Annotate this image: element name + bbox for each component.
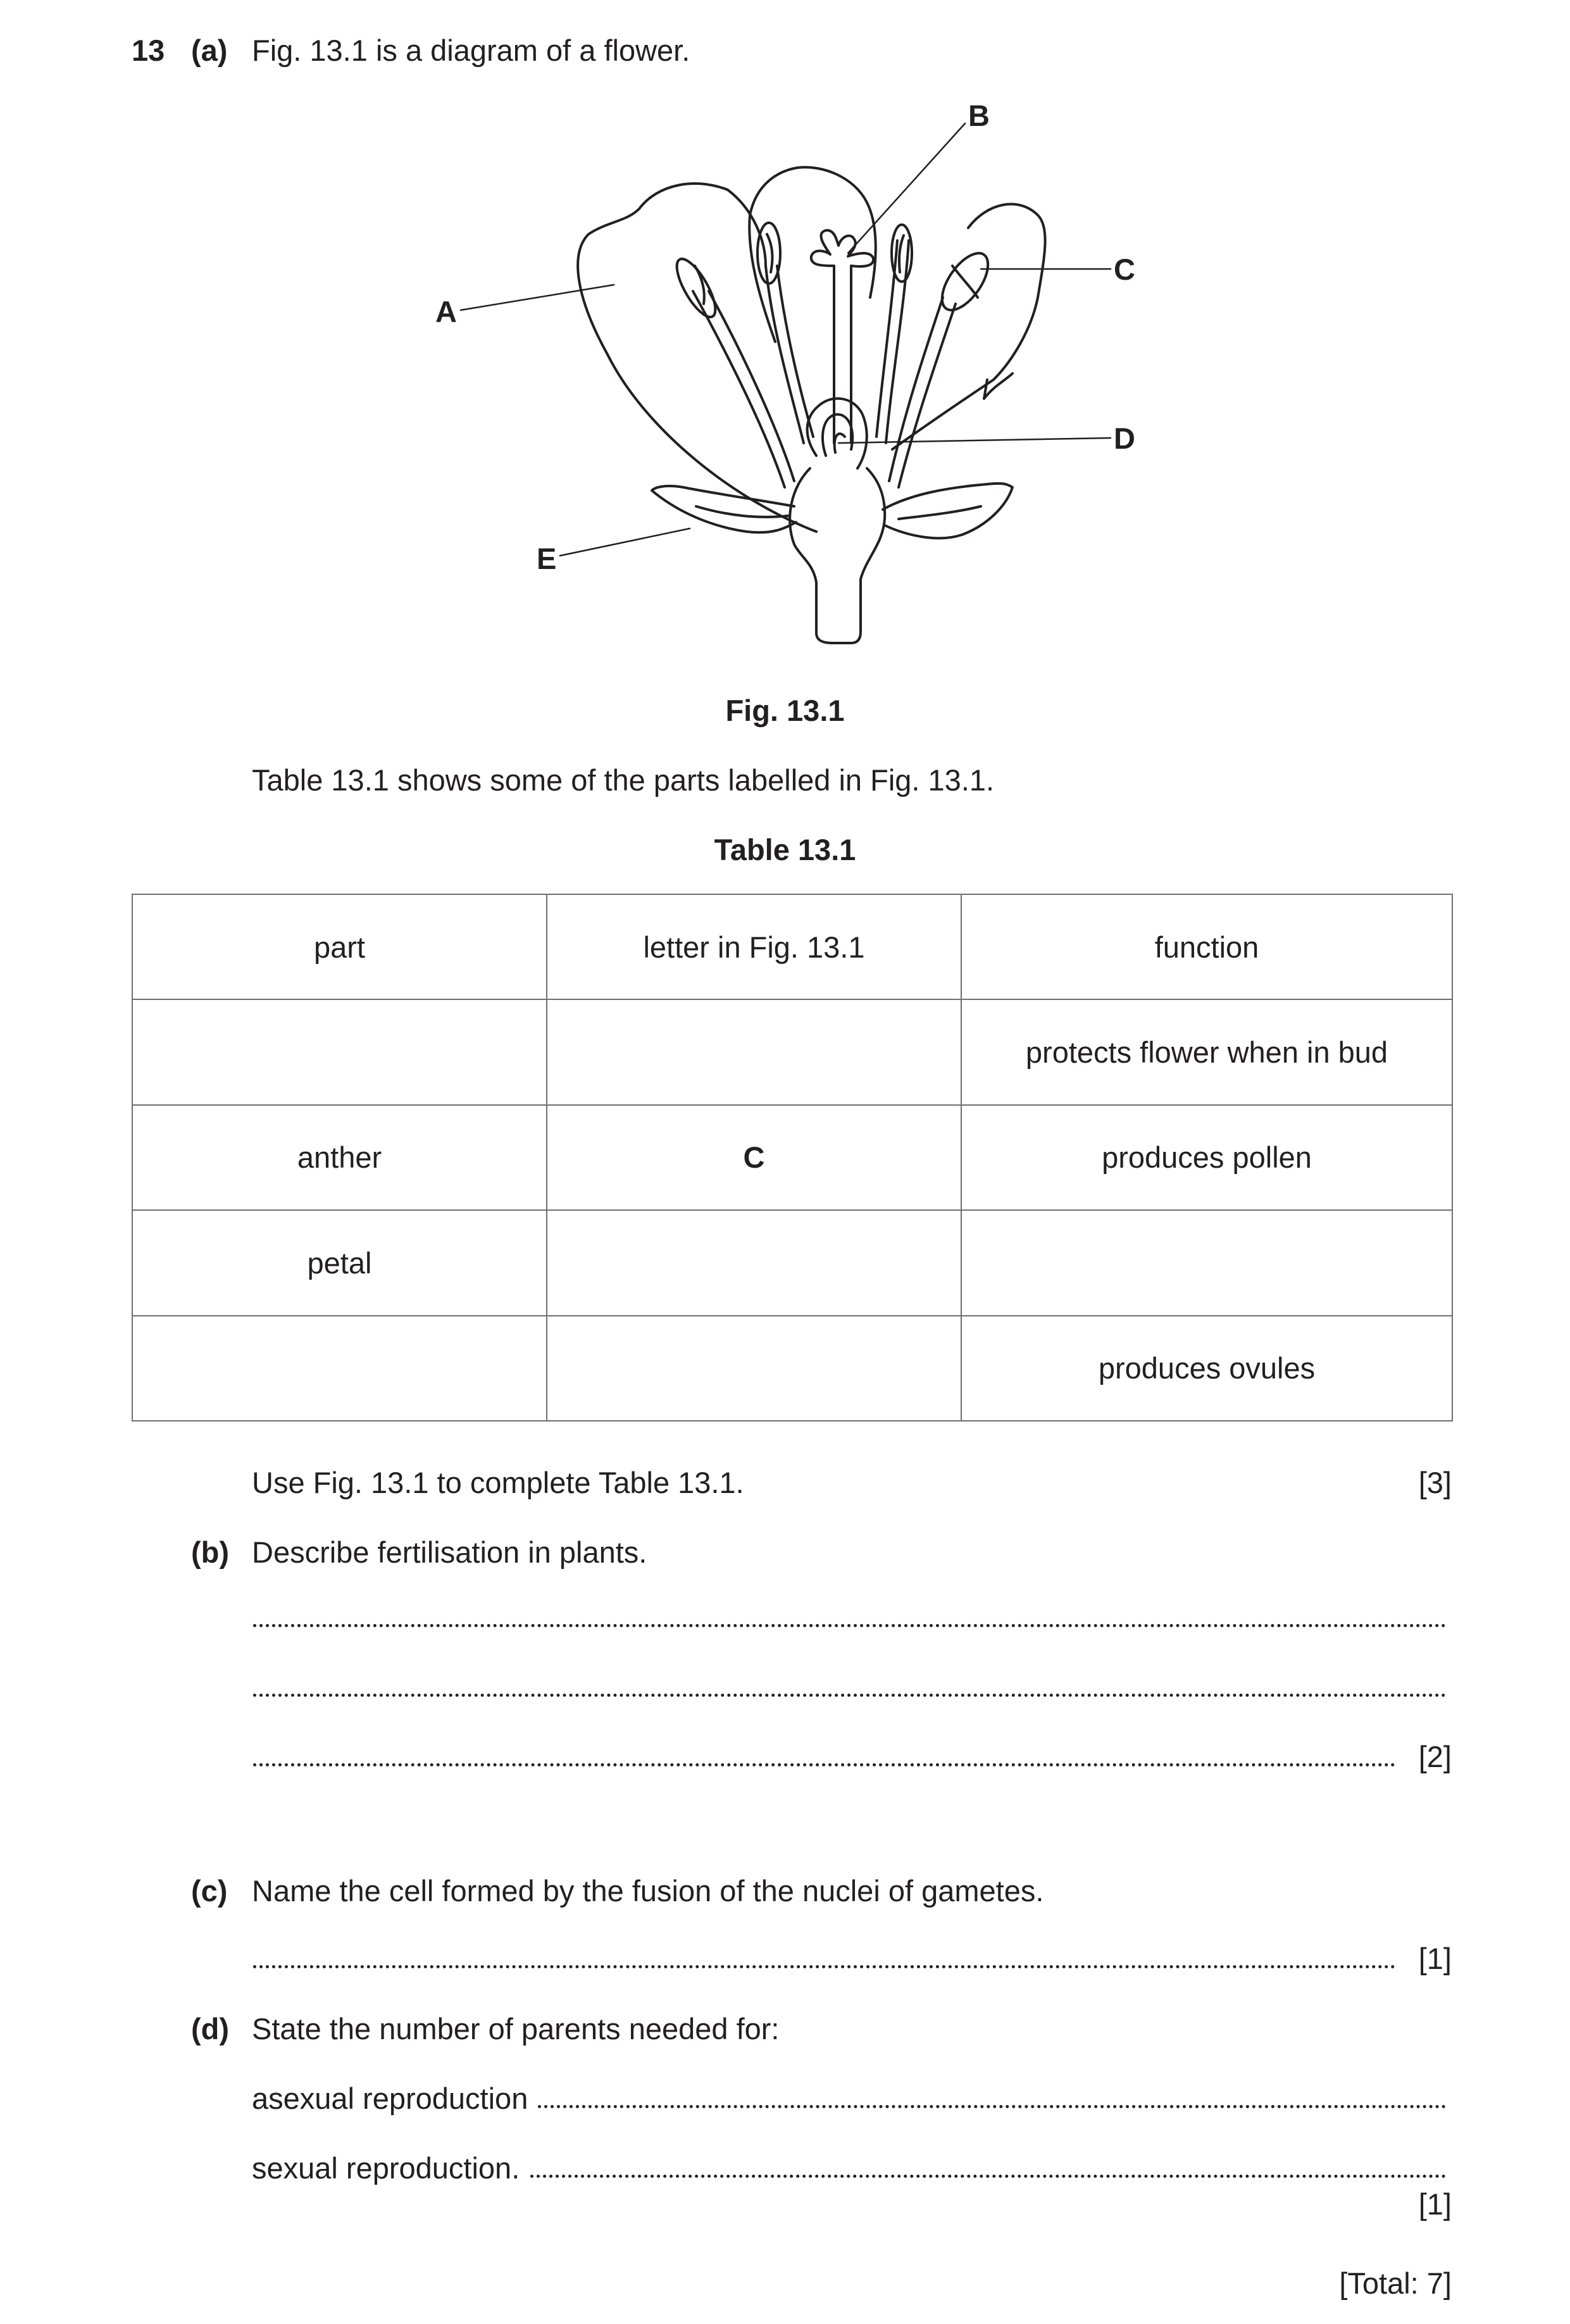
flower-diagram (418, 89, 1152, 658)
answer-line-b3[interactable] (253, 1763, 1395, 1766)
part-a-label: (a) (191, 34, 228, 67)
receptacle (790, 468, 885, 643)
table-header-row (132, 894, 1452, 999)
table-cell-letter[interactable] (547, 1210, 961, 1315)
table-row (132, 1105, 1452, 1210)
table-header-part: part (132, 894, 547, 999)
answer-line-asexual[interactable] (538, 2105, 1446, 2108)
ovary (807, 399, 867, 468)
table-header-letter: letter in Fig. 13.1 (547, 894, 961, 999)
part-c-label: (c) (191, 1874, 228, 1908)
left-anther (670, 254, 722, 322)
leader-line-d (838, 438, 1111, 443)
answer-line-sexual[interactable] (530, 2175, 1446, 2178)
part-d-text: State the number of parents needed for: (252, 2012, 780, 2046)
figure-label-a: A (435, 295, 457, 328)
table-cell-part[interactable] (132, 999, 547, 1104)
table-header-function: function (961, 894, 1452, 999)
leader-line-e (560, 528, 690, 556)
figure-label-b: B (968, 99, 990, 132)
table-row (132, 1210, 1452, 1315)
table-cell-letter[interactable] (547, 999, 961, 1104)
table-cell-function[interactable] (961, 1210, 1452, 1315)
answer-line-c[interactable] (253, 1965, 1395, 1968)
answer-line-b2[interactable] (253, 1694, 1446, 1697)
part-a-marks: [3] (1418, 1466, 1452, 1499)
part-b-marks: [2] (1418, 1740, 1452, 1773)
table-cell-letter[interactable] (547, 1316, 961, 1421)
part-d-asexual-label: asexual reproduction (252, 2082, 528, 2115)
leader-line-b (848, 123, 965, 253)
part-c-text: Name the cell formed by the fusion of the nuclei of gametes. (252, 1874, 1044, 1908)
table-cell-part: petal (132, 1210, 547, 1315)
part-a-intro: Fig. 13.1 is a diagram of a flower. (252, 34, 690, 67)
part-d-label: (d) (191, 2012, 230, 2046)
left-petal (578, 184, 816, 532)
question-number: 13 (132, 34, 165, 67)
table-caption: Table 13.1 (714, 833, 856, 866)
table-cell-function: produces ovules (961, 1316, 1452, 1421)
table-cell-part: anther (132, 1105, 547, 1210)
part-d-marks: [1] (1418, 2187, 1452, 2221)
part-c-marks: [1] (1418, 1942, 1452, 1975)
left-stamen (693, 291, 794, 487)
part-b-text: Describe fertilisation in plants. (252, 1535, 647, 1569)
figure-label-e: E (537, 542, 557, 575)
table-intro: Table 13.1 shows some of the parts labelled in Fig. 13.1. (252, 763, 995, 797)
figure-label-c: C (1114, 253, 1135, 286)
right-sepal (883, 484, 1012, 538)
part-d-sexual-label: sexual reproduction. (252, 2151, 520, 2185)
table-row (132, 999, 1452, 1104)
table-cell-function: produces pollen (961, 1105, 1452, 1210)
parts-table (132, 894, 1453, 1421)
right-petal (892, 204, 1045, 449)
figure-caption: Fig. 13.1 (725, 694, 845, 727)
table-row (132, 1316, 1452, 1421)
part-b-label: (b) (191, 1535, 230, 1569)
leader-line-a (461, 285, 614, 310)
inner-left-anther (757, 223, 780, 284)
answer-line-b1[interactable] (253, 1624, 1446, 1627)
table-cell-part[interactable] (132, 1316, 547, 1421)
part-a-instruction: Use Fig. 13.1 to complete Table 13.1. (252, 1466, 744, 1499)
total-marks: [Total: 7] (1339, 2266, 1452, 2300)
table-cell-function: protects flower when in bud (961, 999, 1452, 1104)
table-cell-letter: C (547, 1105, 961, 1210)
left-sepal (652, 486, 796, 532)
figure-label-d: D (1114, 422, 1135, 455)
